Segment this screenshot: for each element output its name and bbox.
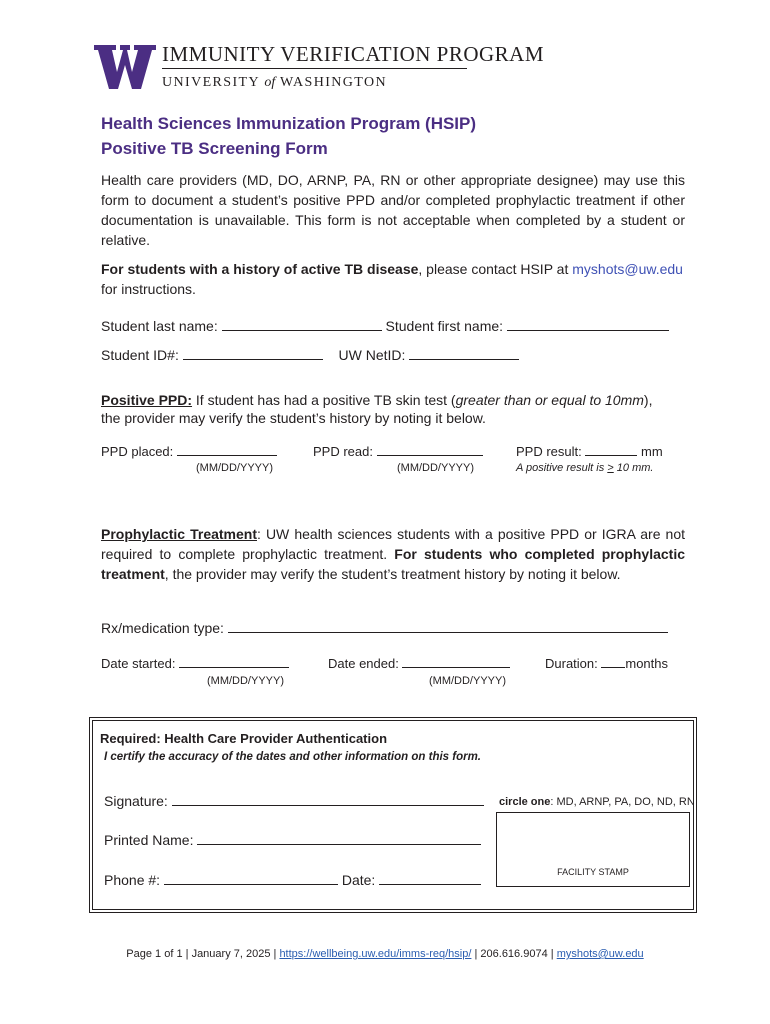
ppd-placed-format: (MM/DD/YYYY) [196,462,273,474]
footer-sep: | [270,948,280,960]
ppd-text-b: ), [643,392,653,408]
prophylactic-heading: Prophylactic Treatment [101,526,257,542]
rx-row [101,620,668,636]
active-tb-bold: For students with a history of active TB disease [101,261,419,277]
netid-label: UW NetID: [338,347,406,363]
duration-field[interactable] [601,655,625,668]
university-name [162,75,387,91]
date-started-format: (MM/DD/YYYY) [207,675,284,687]
signature-field[interactable] [172,793,484,806]
ppd-heading: Positive PPD: [101,392,193,408]
date-started-field[interactable] [179,655,289,668]
program-title: IMMUNITY VERIFICATION PROGRAM [162,42,545,66]
ppd-placed-label: PPD placed: [101,444,174,459]
rx-field[interactable] [228,620,668,633]
netid-field[interactable] [409,347,519,360]
ppd-read-row [313,443,483,459]
auth-date-label: Date: [341,872,376,888]
signature-label: Signature: [104,793,168,809]
student-id-label: Student ID#: [101,347,179,363]
student-first-name-label: Student first name: [385,318,504,334]
page-footer [0,948,770,960]
ppd-text-italic: greater than or equal to 10mm [455,392,644,408]
printed-name-row [104,832,481,848]
university-prefix: UNIVERSITY [162,75,260,90]
date-started-row [101,655,289,671]
hsip-email-link[interactable]: myshots@uw.edu [572,261,683,277]
uw-w-mark [94,45,156,89]
prophylactic-text-a: : UW health sciences students with a positive PPD or IGRA are not required to complete prophylactic treatment. [101,526,685,562]
duration-row [545,655,668,671]
phone-field[interactable] [164,872,338,885]
active-tb-text: , please contact HSIP at [418,261,573,277]
footer-email-link[interactable]: myshots@uw.edu [556,948,644,960]
signature-row [104,793,484,809]
footer-sep: | [547,948,557,960]
ppd-placed-field[interactable] [177,443,277,456]
prophylactic-bold: For students who completed prophylactic treatment [101,546,686,582]
prophylactic-paragraph [101,524,685,584]
footer-page: Page 1 of 1 [126,948,183,960]
positive-note-b: 10 mm. [613,462,654,474]
duration-unit: months [625,656,669,671]
date-ended-row [328,655,510,671]
phone-label: Phone #: [104,872,161,888]
ppd-intro [101,392,652,408]
date-ended-format: (MM/DD/YYYY) [429,675,506,687]
phone-date-row [104,872,481,888]
intro-paragraph: Health care providers (MD, DO, ARNP, PA, RN or other appropriate designee) may use this form to document a student’s positive PPD and/or completed prophylactic treatment if other documentation is unavailable. This form is not acceptable when completed by a student or relative. [101,172,685,248]
ppd-read-field[interactable] [377,443,483,456]
date-started-label: Date started: [101,656,176,671]
auth-heading: Required: Health Care Provider Authentication [100,731,388,746]
ppd-read-format: (MM/DD/YYYY) [397,462,474,474]
footer-phone: 206.616.9074 [480,948,548,960]
student-last-name-label: Student last name: [101,318,218,334]
form-title-line2: Positive TB Screening Form [101,139,328,158]
uw-logo [94,45,156,89]
auth-date-field[interactable] [379,872,481,885]
student-name-row [101,318,669,334]
footer-date: January 7, 2025 [191,948,271,960]
ppd-positive-note [516,462,653,474]
student-id-row [101,347,519,363]
ppd-result-label: PPD result: [516,444,582,459]
active-tb-tail: for instructions. [101,281,196,297]
credential-row [499,796,695,808]
ppd-read-label: PPD read: [313,444,373,459]
footer-sep: | [471,948,481,960]
facility-stamp-label: FACILITY STAMP [557,867,629,877]
ppd-intro-line2: the provider may verify the student’s history by noting it below. [101,410,486,426]
active-tb-note [101,259,685,299]
positive-note-ge: > [607,462,614,474]
ppd-text-a: If student has had a positive TB skin test ( [192,392,456,408]
prophylactic-text-b: , the provider may verify the student’s treatment history by noting it below. [164,566,621,582]
student-id-field[interactable] [183,347,323,360]
ppd-result-unit: mm [641,444,663,459]
positive-note-a: A positive result is [516,462,608,474]
ppd-result-row [516,443,663,459]
footer-sep: | [182,948,192,960]
logo-divider [162,68,467,69]
date-ended-label: Date ended: [328,656,399,671]
ppd-placed-row [101,443,277,459]
student-last-name-field[interactable] [222,318,382,331]
auth-certify: I certify the accuracy of the dates and other information on this form. [104,751,482,763]
form-title-line1: Health Sciences Immunization Program (HSIP) [101,114,477,133]
date-ended-field[interactable] [402,655,510,668]
printed-name-field[interactable] [197,832,481,845]
footer-url-link[interactable]: https://wellbeing.uw.edu/imms-req/hsip/ [279,948,472,960]
credential-options[interactable]: : MD, ARNP, PA, DO, ND, RN [550,796,695,808]
printed-name-label: Printed Name: [104,832,194,848]
university-of: of [264,75,276,90]
student-first-name-field[interactable] [507,318,669,331]
rx-label: Rx/medication type: [101,620,224,636]
ppd-result-field[interactable] [585,443,637,456]
circle-one-label: circle one [499,796,551,808]
duration-label: Duration: [545,656,598,671]
university-suffix: WASHINGTON [279,75,388,90]
